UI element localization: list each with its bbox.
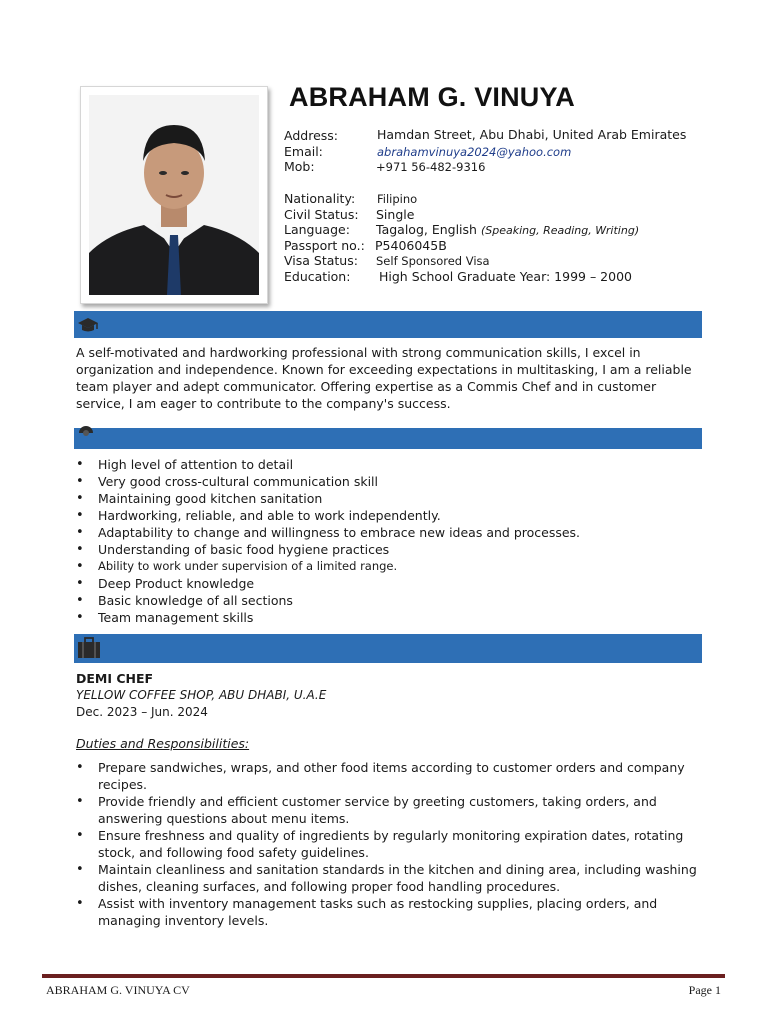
skill-item: • High level of attention to detail — [76, 456, 706, 473]
duty-item: • Ensure freshness and quality of ingredients by regularly monitoring expiration dates, rotating stock, and following food safety guidelines. — [76, 827, 698, 861]
skill-item: • Very good cross-cultural communication skill — [76, 473, 706, 490]
education-value: High School Graduate Year: 1999 – 2000 — [379, 268, 632, 284]
skill-item: • Maintaining good kitchen sanitation — [76, 490, 706, 507]
skill-item: • Basic knowledge of all sections — [76, 592, 706, 609]
visa-status-value: Self Sponsored Visa — [376, 254, 490, 268]
duty-item: • Provide friendly and efficient customer service by greeting customers, taking orders, and answering questions about menu items. — [76, 793, 698, 827]
visa-status-label: Visa Status: — [284, 253, 358, 268]
footer-page-number: Page 1 — [688, 983, 721, 997]
passport-value: P5406045B — [375, 237, 447, 253]
mobile-value: +971 56-482-9316 — [376, 160, 486, 174]
education-label: Education: — [284, 268, 351, 284]
job-title: DEMI CHEF — [76, 671, 154, 686]
nationality-label: Nationality: — [284, 191, 356, 206]
skill-item: • Deep Product knowledge — [76, 575, 706, 592]
candidate-name: ABRAHAM G. VINUYA — [289, 82, 575, 112]
skill-item: • Team management skills — [76, 609, 706, 626]
skills-section-bar — [74, 428, 702, 449]
summary-section-bar — [74, 311, 702, 338]
company-name: YELLOW COFFEE SHOP, ABU DHABI, U.A.E — [76, 688, 327, 702]
professional-summary: A self-motivated and hardworking professional with strong communication skills, I excel in organization and independence. Known for exceeding expectations in multitasking, I am a reliable team player and adept communicator. Offering expertise as a Commis Chef and in customer service, I am eager to contribute to the company's success. — [76, 345, 692, 411]
language-note: (Speaking, Reading, Writing) — [480, 224, 640, 237]
employment-dates: Dec. 2023 – Jun. 2024 — [76, 705, 208, 719]
language-value — [376, 222, 639, 239]
email-value[interactable]: abrahamvinuya2024@yahoo.com — [377, 144, 572, 159]
experience-section-bar — [74, 634, 702, 663]
civil-status-value: Single — [376, 206, 415, 222]
skills-list — [76, 456, 706, 626]
duty-item: • Maintain cleanliness and sanitation standards in the kitchen and dining area, including washing dishes, cleaning surfaces, and following proper food handling procedures. — [76, 861, 698, 895]
passport-label: Passport no.: — [284, 237, 365, 253]
footer-cv-name: ABRAHAM G. VINUYA CV — [46, 983, 190, 997]
email-label: Email: — [284, 143, 323, 159]
skill-item: • Ability to work under supervision of a limited range. — [76, 558, 706, 575]
nationality-value: Filipino — [377, 192, 418, 206]
duty-item: • Prepare sandwiches, wraps, and other food items according to customer orders and company recipes. — [76, 759, 698, 793]
profile-photo-frame — [80, 86, 268, 304]
person-portrait-icon — [89, 95, 259, 295]
duties-list — [76, 759, 698, 929]
language-label: Language: — [284, 222, 350, 237]
skill-item: • Understanding of basic food hygiene practices — [76, 541, 706, 558]
duty-item: • Assist with inventory management tasks such as restocking supplies, placing orders, and managing inventory levels. — [76, 895, 698, 929]
mobile-label: Mob: — [284, 159, 315, 174]
skill-item: • Adaptability to change and willingness to embrace new ideas and processes. — [76, 524, 706, 541]
skill-item: • Hardworking, reliable, and able to work independently. — [76, 507, 706, 524]
civil-status-label: Civil Status: — [284, 206, 359, 222]
profile-photo — [89, 95, 259, 295]
graduation-cap-icon — [76, 316, 100, 334]
target-icon — [76, 423, 96, 437]
address-value: Hamdan Street, Abu Dhabi, United Arab Emirates — [377, 127, 687, 142]
briefcase-icon — [76, 637, 102, 659]
address-label: Address: — [284, 128, 338, 143]
language-list: Tagalog, English — [376, 222, 477, 237]
duties-heading: Duties and Responsibilities: — [76, 736, 250, 751]
footer-divider — [42, 974, 725, 978]
